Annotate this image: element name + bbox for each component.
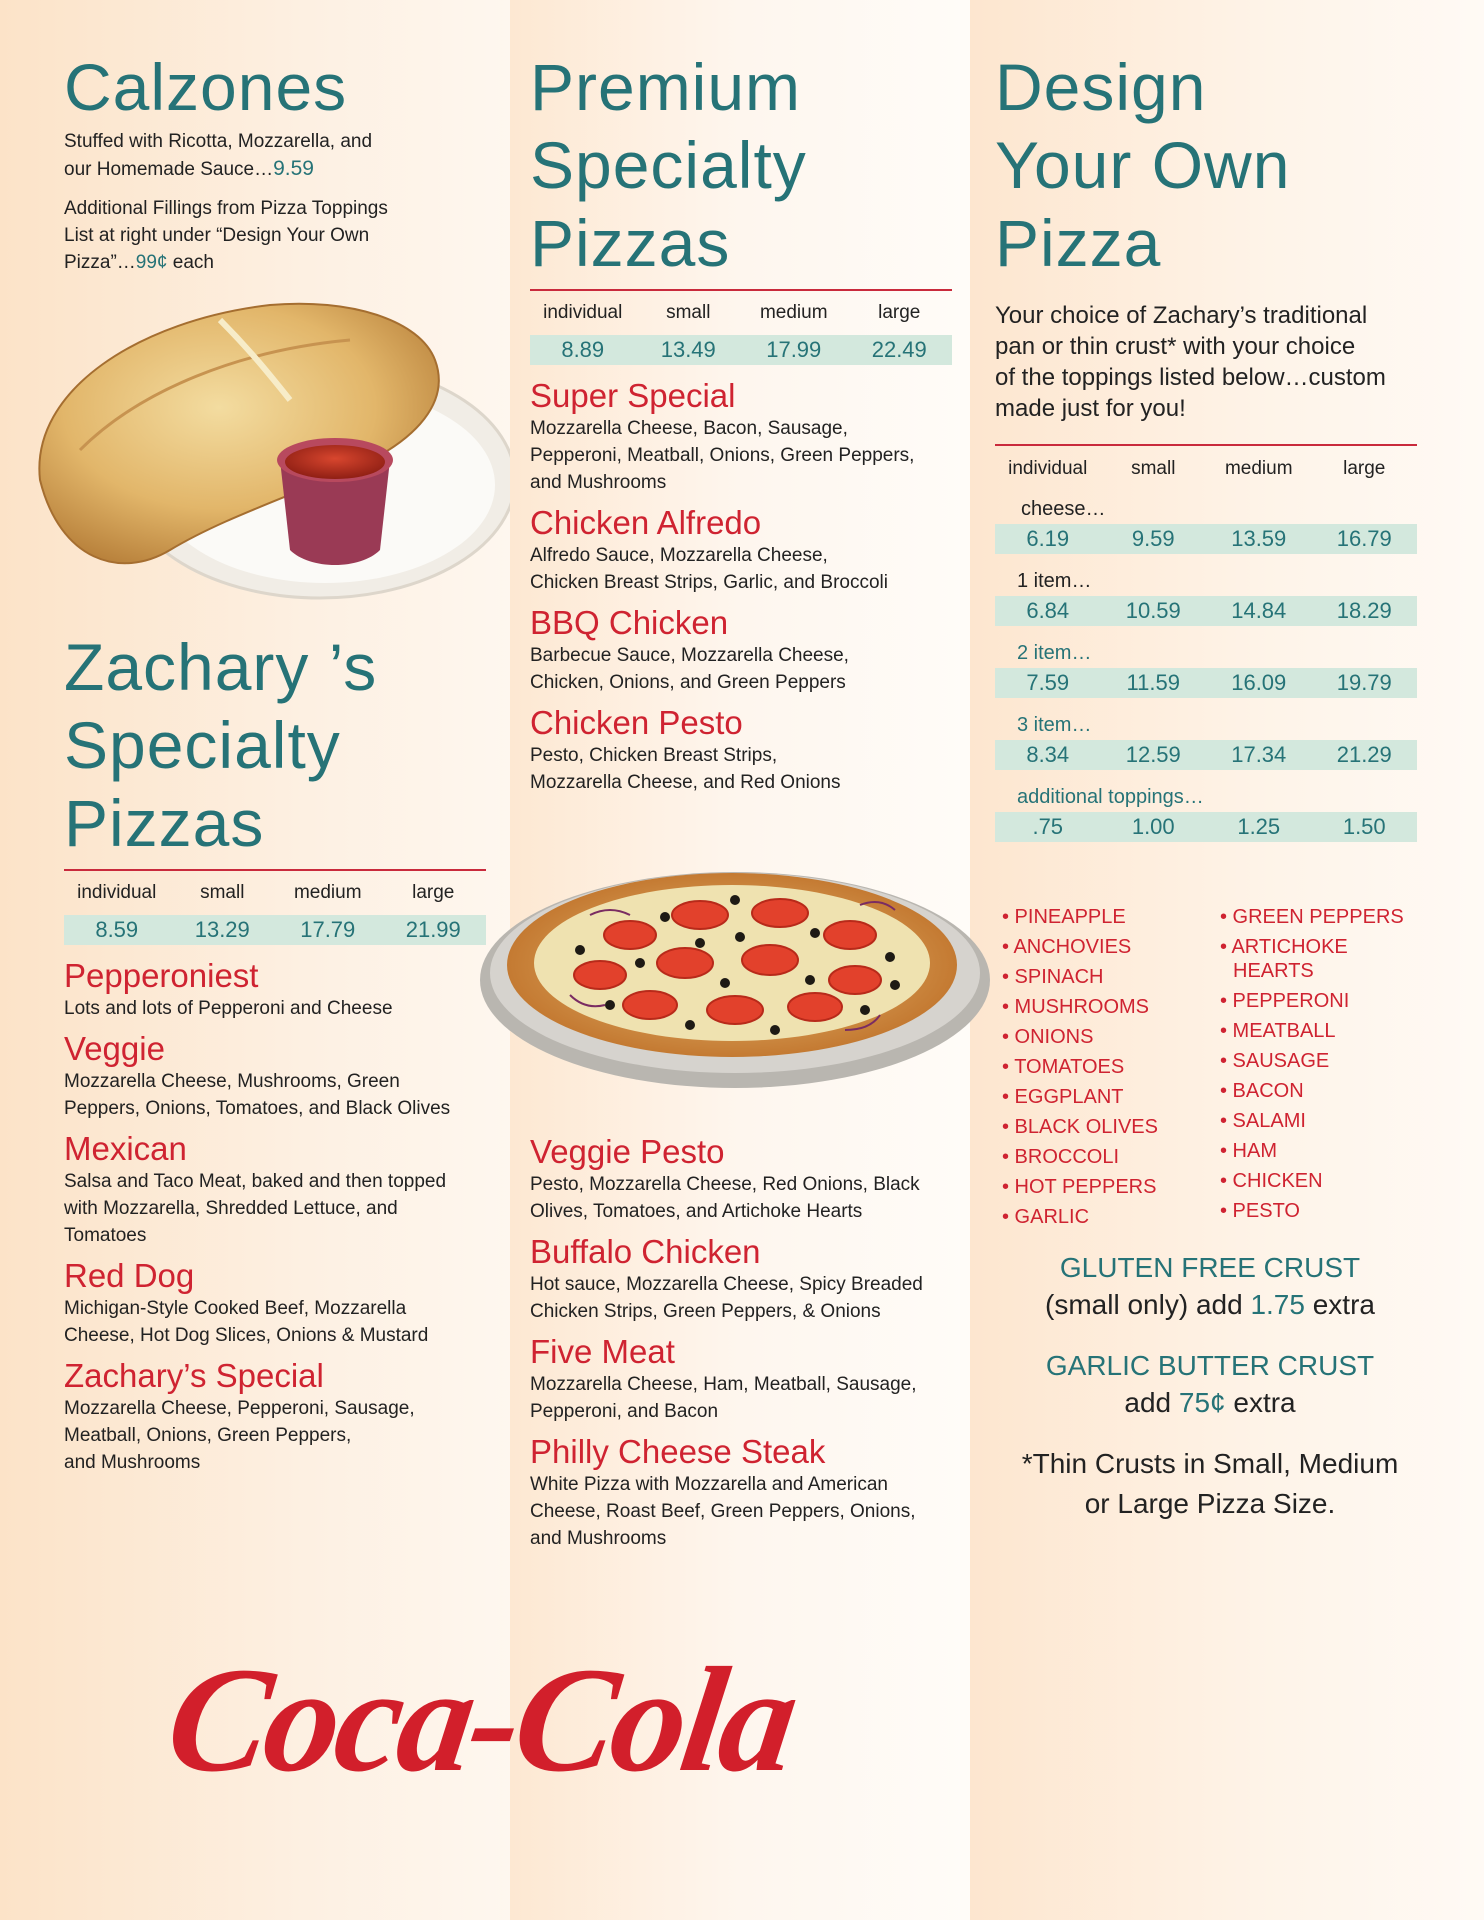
menu-item: Super Special Mozzarella Cheese, Bacon, Sausage, Pepperoni, Meatball, Onions, Green Peppers, and Mushrooms — [530, 377, 915, 493]
price-row-1-item: 6.84 10.59 14.84 18.29 — [995, 596, 1417, 626]
menu-item: Pepperoniest Lots and lots of Pepperoni and Cheese — [64, 957, 393, 1019]
toppings-list-left: • PINEAPPLE • ANCHOVIES • SPINACH • MUSHROOMS • ONIONS • TOMATOES • EGGPLANT • BLACK OLIVES • BROCCOLI • HOT PEPPERS • GARLIC — [1002, 906, 1158, 1228]
design-intro: Your choice of Zachary’s traditional pan or thin crust* with your choice of the toppings listed below…custom made just for you! — [995, 302, 1386, 422]
menu-item: Buffalo Chicken Hot sauce, Mozzarella Cheese, Spicy Breaded Chicken Strips, Green Peppers, & Onions — [530, 1233, 923, 1322]
premium-price-row: 8.89 13.49 17.99 22.49 — [530, 335, 952, 365]
design-section — [995, 48, 1465, 424]
design-divider — [995, 444, 1417, 446]
menu-item: Zachary’s Special Mozzarella Cheese, Pepperoni, Sausage, Meatball, Onions, Green Peppers, and Mushrooms — [64, 1357, 415, 1473]
premium-size-header: individual small medium large — [543, 302, 921, 323]
menu-item: Veggie Mozzarella Cheese, Mushrooms, Green Peppers, Onions, Tomatoes, and Black Olives — [64, 1030, 451, 1119]
zachary-section — [64, 628, 504, 862]
menu-item: Red Dog Michigan-Style Cooked Beef, Mozzarella Cheese, Hot Dog Slices, Onions & Mustard — [64, 1257, 429, 1346]
calzone-photo — [20, 280, 510, 620]
menu-item: Mexican Salsa and Taco Meat, baked and then topped with Mozzarella, Shredded Lettuce, and Tomatoes — [64, 1130, 447, 1246]
zachary-title: Zachary ’s Specialty Pizzas — [64, 630, 378, 860]
price-row-3-item: 8.34 12.59 17.34 21.29 — [995, 740, 1417, 770]
zachary-price-row: 8.59 13.29 17.79 21.99 — [64, 915, 486, 945]
price-row-additional: .75 1.00 1.25 1.50 — [995, 812, 1417, 842]
premium-items — [530, 377, 970, 796]
zachary-items — [64, 957, 504, 1476]
premium-divider — [530, 289, 952, 291]
calzones-extra: Additional Fillings from Pizza Toppings List at right under “Design Your Own Pizza”…99¢ each — [64, 198, 388, 273]
menu-item: Chicken Alfredo Alfredo Sauce, Mozzarella Cheese, Chicken Breast Strips, Garlic, and Broccoli — [530, 504, 888, 593]
design-size-header: individual small medium large — [1008, 458, 1386, 479]
toppings-list-right: • GREEN PEPPERS • ARTICHOKE HEARTS • PEPPERONI • MEATBALL • SAUSAGE • BACON • SALAMI • HAM • CHICKEN • PESTO — [1220, 906, 1404, 1222]
premium-section — [530, 48, 960, 282]
garlic-butter-price: add 75¢ extra — [1124, 1387, 1296, 1418]
menu-item: BBQ Chicken Barbecue Sauce, Mozzarella Cheese, Chicken, Onions, and Green Peppers — [530, 604, 849, 693]
garlic-butter-title: GARLIC BUTTER CRUST — [1045, 1350, 1375, 1381]
calzones-title: Calzones — [64, 50, 348, 124]
design-price-table: cheese… 6.19 9.59 13.59 16.79 1 item… 6.84 10.59 14.84 18.29 2 item… 7.59 11.59 16.09 19.79 3 item… 8.34 12.59 17.34 21.29 additional toppings… .75 1.00 1.25 1.50 — [995, 494, 1417, 842]
price-row-2-item: 7.59 11.59 16.09 19.79 — [995, 668, 1417, 698]
calzone-price: 9.59 — [273, 157, 314, 180]
premium-items-2 — [530, 1133, 970, 1552]
zachary-size-header: individual small medium large — [77, 882, 455, 903]
gluten-free-price: (small only) add 1.75 extra — [1045, 1289, 1375, 1320]
menu-item: Philly Cheese Steak White Pizza with Mozzarella and American Cheese, Roast Beef, Green Peppers, Onions, and Mushrooms — [530, 1433, 916, 1549]
price-row-cheese: 6.19 9.59 13.59 16.79 — [995, 524, 1417, 554]
thin-crust-note: *Thin Crusts in Small, Medium or Large Pizza Size. — [1021, 1448, 1399, 1519]
calzones-description: Stuffed with Ricotta, Mozzarella, and our Homemade Sauce…9.59 — [64, 131, 373, 180]
premium-title: Premium Specialty Pizzas — [530, 50, 807, 280]
menu-item: Veggie Pesto Pesto, Mozzarella Cheese, Red Onions, Black Olives, Tomatoes, and Artichoke Hearts — [530, 1133, 920, 1222]
menu-item: Chicken Pesto Pesto, Chicken Breast Strips, Mozzarella Cheese, and Red Onions — [530, 704, 841, 793]
menu-item: Five Meat Mozzarella Cheese, Ham, Meatball, Sausage, Pepperoni, and Bacon — [530, 1333, 917, 1422]
gluten-free-title: GLUTEN FREE CRUST — [1059, 1252, 1361, 1283]
calzones-section — [64, 48, 484, 276]
zachary-divider — [64, 869, 486, 871]
crust-options — [980, 1250, 1440, 1524]
extra-filling-price: 99¢ — [135, 252, 168, 273]
coca-cola-logo: Coca-Cola — [158, 1637, 804, 1803]
design-title: Design Your Own Pizza — [995, 50, 1291, 280]
pizza-photo — [470, 845, 1000, 1095]
